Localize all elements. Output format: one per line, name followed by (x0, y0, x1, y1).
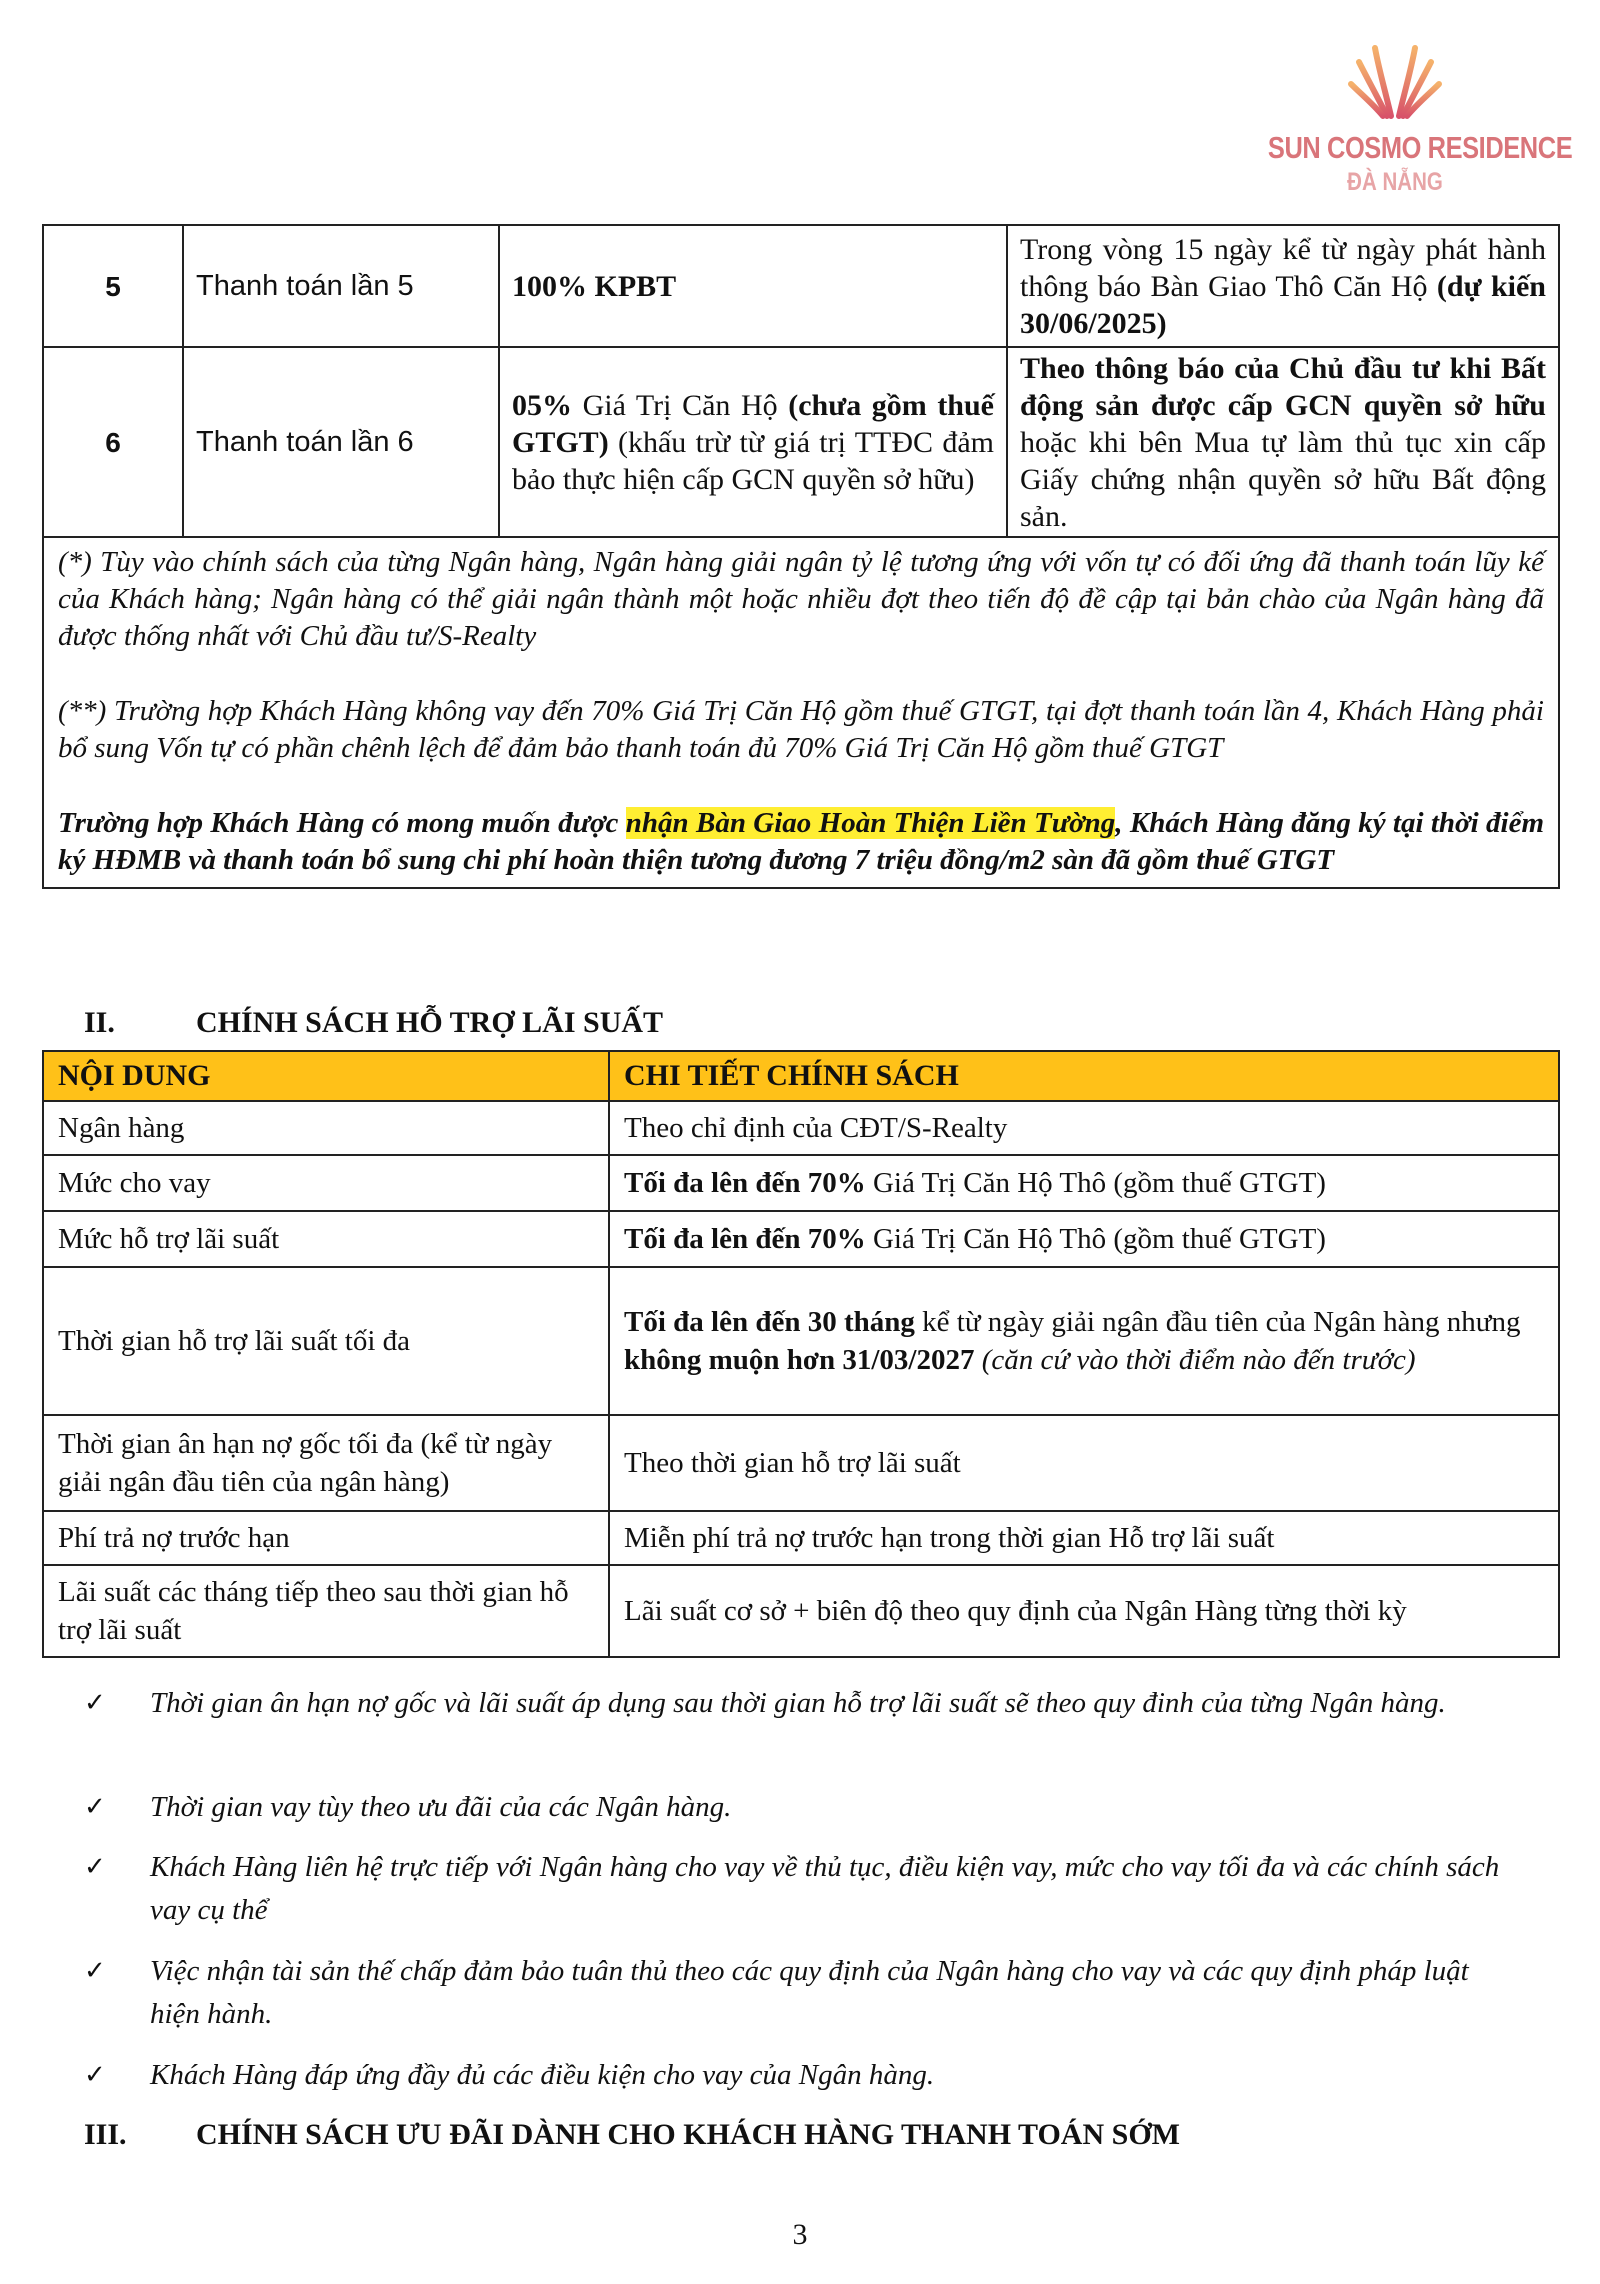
list-item-text: Thời gian vay tùy theo ưu đãi của các Ngân hàng. (150, 1791, 732, 1823)
policy-key: Mức cho vay (43, 1155, 609, 1211)
policy-key: Thời gian hỗ trợ lãi suất tối đa (43, 1267, 609, 1415)
policy-value-bold: Tối đa lên đến 30 tháng (624, 1306, 915, 1338)
page-number: 3 (792, 2218, 808, 2251)
section-title: CHÍNH SÁCH ƯU ĐÃI DÀNH CHO KHÁCH HÀNG THANH TOÁN SỚM (196, 2118, 1180, 2151)
list-item-text: Việc nhận tài sản thế chấp đảm bảo tuân thủ theo các quy định của Ngân hàng cho vay và các quy định pháp luật hiện hành. (150, 1955, 1469, 2030)
policy-value-bold: Tối đa lên đến 70% (624, 1223, 866, 1255)
table-row (43, 1267, 1559, 1415)
note-3-pre: Trường hợp Khách Hàng có mong muốn được (58, 807, 626, 839)
table-row (43, 347, 1559, 537)
note-3-post: , Khách Hàng đăng ký tại thời điểm ký HĐMB và thanh toán bổ sung chi phí hoàn thiện tương đương 7 triệu đồng/m2 sàn đã gồm thuế GTGT (58, 807, 1544, 876)
payment-amount (499, 347, 1007, 537)
policy-key: Mức hỗ trợ lãi suất (43, 1211, 609, 1267)
section-number: II. (84, 1006, 115, 1039)
payment-time-bold: (dự kiến 30/06/2025) (1020, 269, 1546, 340)
note-1: (*) Tùy vào chính sách của từng Ngân hàng, Ngân hàng giải ngân tỷ lệ tương ứng với vốn tự có đối ứng đã thanh toán lũy kế của Khách hàng; Ngân hàng có thể giải ngân thành một hoặc nhiều đợt theo tiến độ đề cập tại bản chào của Ngân hàng đã được thống nhất với Chủ đầu tư/S-Realty (58, 546, 1544, 652)
table-row (43, 225, 1559, 347)
policy-value: Miễn phí trả nợ trước hạn trong thời gian Hỗ trợ lãi suất (609, 1511, 1559, 1565)
list-item (84, 1682, 1504, 1725)
policy-value (609, 1267, 1559, 1415)
payment-schedule-table (42, 224, 1560, 889)
section-number: III. (84, 2118, 127, 2151)
note-2: (**) Trường hợp Khách Hàng không vay đến 70% Giá Trị Căn Hộ gồm thuế GTGT, tại đợt thanh toán lần 4, Khách Hàng phải bổ sung Vốn tự có phần chênh lệch để đảm bảo thanh toán đủ 70% Giá Trị Căn Hộ gồm thuế GTGT (58, 695, 1544, 764)
notes-row (43, 537, 1559, 888)
policy-value-italic: (căn cứ vào thời điểm nào đến trước) (974, 1344, 1416, 1376)
table-header (43, 1051, 1559, 1101)
table-row (43, 1565, 1559, 1657)
list-item-text: Thời gian ân hạn nợ gốc và lãi suất áp dụng sau thời gian hỗ trợ lãi suất sẽ theo quy đinh của từng Ngân hàng. (150, 1687, 1446, 1719)
checkmark-icon: ✓ (84, 1956, 106, 1986)
section-heading (84, 1006, 663, 1040)
brand-logo (1240, 30, 1573, 200)
list-item (84, 1786, 1504, 1829)
payment-amount (499, 225, 1007, 347)
section-title: CHÍNH SÁCH HỖ TRỢ LÃI SUẤT (196, 1006, 664, 1039)
policy-value-text: Giá Trị Căn Hộ Thô (gồm thuế GTGT) (865, 1167, 1326, 1199)
list-item-text: Khách Hàng liên hệ trực tiếp với Ngân hàng cho vay về thủ tục, điều kiện vay, mức cho vay tối đa và các chính sách vay cụ thể (150, 1851, 1500, 1926)
policy-value-bold: không muộn hơn 31/03/2027 (624, 1344, 975, 1376)
policy-value (609, 1211, 1559, 1267)
table-row (43, 1155, 1559, 1211)
policy-value: Theo thời gian hỗ trợ lãi suất (609, 1415, 1559, 1511)
policy-key: Lãi suất các tháng tiếp theo sau thời gian hỗ trợ lãi suất (43, 1565, 609, 1657)
list-item-text: Khách Hàng đáp ứng đầy đủ các điều kiện cho vay của Ngân hàng. (150, 2059, 935, 2091)
list-item (84, 1950, 1504, 2036)
policy-value-text: kể từ ngày giải ngân đầu tiên của Ngân hàng nhưng (914, 1306, 1521, 1338)
payment-amount-text: Giá Trị Căn Hộ (572, 388, 789, 422)
policy-key: Phí trả nợ trước hạn (43, 1511, 609, 1565)
payment-time-text: Trong vòng 15 ngày kể từ ngày phát hành thông báo Bàn Giao Thô Căn Hộ (1020, 232, 1546, 303)
policy-value-text: Giá Trị Căn Hộ Thô (gồm thuế GTGT) (865, 1223, 1326, 1255)
note-3-highlight: nhận Bàn Giao Hoàn Thiện Liền Tường (625, 807, 1116, 839)
table-row (43, 1101, 1559, 1155)
note-3 (58, 805, 1544, 879)
policy-value: Lãi suất cơ sở + biên độ theo quy định của Ngân Hàng từng thời kỳ (609, 1565, 1559, 1657)
checkmark-icon: ✓ (84, 1852, 106, 1882)
list-item (84, 1846, 1504, 1932)
table-row (43, 1211, 1559, 1267)
payment-number: 6 (43, 347, 183, 537)
checkmark-icon: ✓ (84, 1688, 106, 1718)
payment-amount-bold: 100% KPBT (512, 269, 677, 303)
payment-amount-bold: (chưa gồm thuế GTGT) (512, 388, 994, 459)
table-row (43, 1511, 1559, 1565)
notes-cell (43, 537, 1559, 888)
payment-time (1007, 225, 1559, 347)
payment-name: Thanh toán lần 5 (183, 225, 499, 347)
payment-time (1007, 347, 1559, 537)
logo-subtitle: ĐÀ NẴNG (1347, 168, 1443, 196)
header-detail: CHI TIẾT CHÍNH SÁCH (609, 1051, 1559, 1101)
interest-policy-table (42, 1050, 1560, 1658)
sun-logo-icon (1345, 30, 1445, 120)
policy-key: Thời gian ân hạn nợ gốc tối đa (kể từ ngày giải ngân đầu tiên của ngân hàng) (43, 1415, 609, 1511)
logo-title: SUN COSMO RESIDENCE (1267, 130, 1573, 165)
payment-number: 5 (43, 225, 183, 347)
checkmark-icon: ✓ (84, 1792, 106, 1822)
payment-time-bold: Theo thông báo của Chủ đầu tư khi Bất động sản được cấp GCN quyền sở hữu (1020, 351, 1546, 422)
payment-time-text: hoặc khi bên Mua tự làm thủ tục xin cấp Giấy chứng nhận quyền sở hữu Bất động sản. (1020, 425, 1546, 533)
checkmark-icon: ✓ (84, 2060, 106, 2090)
policy-value-bold: Tối đa lên đến 70% (624, 1167, 866, 1199)
policy-value: Theo chỉ định của CĐT/S-Realty (609, 1101, 1559, 1155)
section-heading (84, 2118, 1180, 2152)
payment-amount-bold: 05% (512, 388, 572, 422)
payment-name: Thanh toán lần 6 (183, 347, 499, 537)
table-row (43, 1415, 1559, 1511)
header-content: NỘI DUNG (43, 1051, 609, 1101)
policy-key: Ngân hàng (43, 1101, 609, 1155)
list-item (84, 2054, 1504, 2097)
policy-value (609, 1155, 1559, 1211)
payment-amount-text: (khấu trừ từ giá trị TTĐC đảm bảo thực hiện cấp GCN quyền sở hữu) (512, 425, 994, 496)
